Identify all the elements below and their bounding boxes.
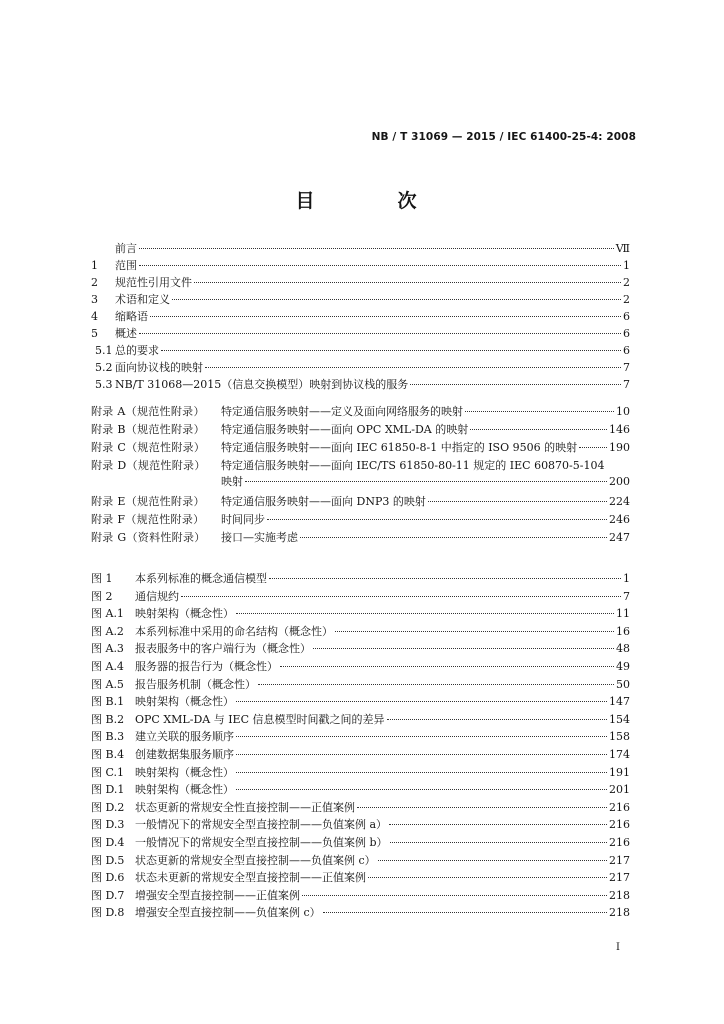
figure-title: 本系列标准中采用的命名结构（概念性）: [135, 624, 333, 638]
figure-title: 报表服务中的客户端行为（概念性）: [135, 642, 311, 656]
dot-leader: [236, 772, 607, 773]
figure-title: 本系列标准的概念通信模型: [135, 572, 267, 585]
dot-leader: [313, 648, 614, 649]
toc-subentry[interactable]: 5.2 面向协议栈的映射 7: [95, 361, 630, 374]
dot-leader: [258, 684, 614, 685]
figure-title: 增强安全型直接控制——正值案例: [135, 888, 300, 902]
dot-leader: [181, 596, 621, 597]
toc-entry[interactable]: 1 范围 1: [91, 259, 630, 272]
figure-page: 1: [623, 572, 630, 585]
figure-label: 图 D.8: [91, 906, 125, 920]
toc-figures: [91, 570, 630, 922]
document-identifier: NB / T 31069 — 2015 / IEC 61400-25-4: 2008: [371, 131, 636, 143]
annex-entry[interactable]: 附录 C（规范性附录） 特定通信服务映射——面向 IEC 61850-8-1 中指定的 ISO 9506 的映射 190: [91, 441, 630, 454]
figure-label: 图 A.5: [91, 677, 124, 691]
figure-page: 218: [609, 888, 630, 902]
toc-entry[interactable]: 4 缩略语 6: [91, 310, 630, 323]
figure-page: 174: [609, 747, 630, 761]
figure-title: 创建数据集服务顺序: [135, 747, 234, 761]
toc-entry[interactable]: 前言 Ⅶ: [115, 242, 630, 255]
figure-page: 217: [609, 853, 630, 867]
figure-page: 7: [623, 589, 630, 603]
figure-page: 201: [609, 783, 630, 797]
figure-title: 映射架构（概念性）: [135, 695, 234, 709]
figure-title: 通信规约: [135, 589, 179, 603]
dot-leader: [236, 789, 607, 790]
figure-page: 50: [616, 677, 630, 691]
figure-label: 图 D.5: [91, 853, 125, 867]
figure-page: 16: [616, 624, 630, 638]
dot-leader: [389, 824, 607, 825]
figure-entry[interactable]: [91, 764, 630, 782]
toc-entry[interactable]: 5 概述 6: [91, 327, 630, 340]
figure-entry[interactable]: [91, 676, 630, 694]
figure-title: 建立关联的服务顺序: [135, 730, 234, 744]
figure-label: 图 B.4: [91, 747, 125, 761]
toc-subentry[interactable]: 5.1 总的要求 6: [95, 344, 630, 357]
figure-page: 48: [616, 642, 630, 656]
figure-entry[interactable]: [91, 869, 630, 887]
figure-label: 图 A.3: [91, 642, 124, 656]
figure-label: 图 D.2: [91, 800, 125, 814]
figure-label: 图 C.1: [91, 765, 125, 779]
figure-label: 图 D.4: [91, 835, 125, 849]
figure-page: 218: [609, 906, 630, 920]
figure-entry[interactable]: [91, 904, 630, 922]
figure-entry[interactable]: [91, 816, 630, 834]
page-number: I: [616, 942, 620, 953]
figure-page: 217: [609, 871, 630, 885]
figure-entry[interactable]: [91, 781, 630, 799]
figure-title: 映射架构（概念性）: [135, 607, 234, 621]
toc-entry[interactable]: 2 规范性引用文件 2: [91, 276, 630, 289]
figure-title: OPC XML-DA 与 IEC 信息模型时间戳之间的差异: [135, 712, 385, 726]
figure-entry[interactable]: [91, 693, 630, 711]
figure-label: 图 B.3: [91, 730, 125, 744]
annex-entry[interactable]: 附录 A（规范性附录） 特定通信服务映射——定义及面向网络服务的映射 10: [91, 405, 630, 418]
figure-title: 服务器的报告行为（概念性）: [135, 659, 278, 673]
figure-title: 状态未更新的常规安全型直接控制——正值案例: [135, 871, 366, 885]
dot-leader: [236, 754, 607, 755]
dot-leader: [269, 578, 621, 579]
figure-title: 映射架构（概念性）: [135, 783, 234, 797]
annex-entry[interactable]: 附录 E（规范性附录） 特定通信服务映射——面向 DNP3 的映射 224: [91, 495, 630, 508]
figure-label: 图 D.7: [91, 888, 125, 902]
figure-page: 216: [609, 835, 630, 849]
figure-label: 图 D.6: [91, 871, 125, 885]
figure-page: 147: [609, 695, 630, 709]
dot-leader: [390, 842, 607, 843]
annex-entry[interactable]: 附录 D（规范性附录） 特定通信服务映射——面向 IEC/TS 61850-80-11 规定的 IEC 60870-5-104 映射 200: [91, 459, 630, 488]
dot-leader: [302, 895, 607, 896]
figure-entry[interactable]: [91, 640, 630, 658]
figure-page: 49: [616, 659, 630, 673]
figure-title: 映射架构（概念性）: [135, 765, 234, 779]
toc-subentry[interactable]: 5.3 NB/T 31068—2015（信息交换模型）映射到协议栈的服务 7: [95, 378, 630, 391]
dot-leader: [357, 807, 607, 808]
figure-label: 图 B.1: [91, 695, 125, 709]
toc-sections: [91, 240, 630, 393]
figure-label: 图 1: [91, 572, 113, 585]
figure-page: 216: [609, 818, 630, 832]
figure-entry[interactable]: [91, 834, 630, 852]
toc-annexes: [91, 403, 630, 547]
figure-label: 图 A.4: [91, 659, 124, 673]
dot-leader: [378, 860, 607, 861]
figure-entry[interactable]: [91, 746, 630, 764]
figure-entry[interactable]: [91, 728, 630, 746]
figure-label: 图 D.3: [91, 818, 125, 832]
dot-leader: [368, 877, 607, 878]
figure-label: 图 B.2: [91, 712, 125, 726]
figure-title: 一般情况下的常规安全型直接控制——负值案例 b）: [135, 835, 388, 849]
figure-entry[interactable]: [91, 711, 630, 729]
dot-leader: [236, 613, 614, 614]
figure-title: 一般情况下的常规安全型直接控制——负值案例 a）: [135, 818, 388, 832]
figure-title: 增强安全型直接控制——负值案例 c）: [135, 906, 321, 920]
figure-label: 图 A.2: [91, 624, 124, 638]
annex-entry[interactable]: 附录 B（规范性附录） 特定通信服务映射——面向 OPC XML-DA 的映射 146: [91, 423, 630, 436]
figure-entry[interactable]: [91, 588, 630, 606]
page-title: 目 次: [295, 190, 449, 212]
figure-entry[interactable]: [91, 605, 630, 623]
dot-leader: [236, 736, 607, 737]
figure-title: 状态更新的常规安全型直接控制——负值案例 c）: [135, 853, 376, 867]
dot-leader: [387, 719, 608, 720]
figure-entry[interactable]: [91, 570, 630, 588]
figure-label: 图 2: [91, 589, 113, 603]
figure-entry[interactable]: [91, 852, 630, 870]
figure-entry[interactable]: [91, 799, 630, 817]
dot-leader: [335, 631, 614, 632]
figure-entry[interactable]: [91, 887, 630, 905]
dot-leader: [280, 666, 614, 667]
figure-page: 11: [616, 607, 630, 621]
figure-entry[interactable]: [91, 658, 630, 676]
figure-label: 图 A.1: [91, 607, 124, 621]
toc-entry[interactable]: 3 术语和定义 2: [91, 293, 630, 306]
figure-entry[interactable]: [91, 623, 630, 641]
figure-title: 状态更新的常规安全性直接控制——正值案例: [135, 800, 355, 814]
annex-entry[interactable]: 附录 F（规范性附录） 时间同步 246: [91, 513, 630, 526]
figure-label: 图 D.1: [91, 783, 125, 797]
figure-page: 191: [609, 765, 630, 779]
figure-page: 216: [609, 800, 630, 814]
figure-title: 报告服务机制（概念性）: [135, 677, 256, 691]
dot-leader: [323, 912, 607, 913]
annex-entry[interactable]: 附录 G（资料性附录） 接口—实施考虑 247: [91, 531, 630, 544]
figure-page: 154: [609, 712, 630, 726]
dot-leader: [236, 701, 607, 702]
figure-page: 158: [609, 730, 630, 744]
